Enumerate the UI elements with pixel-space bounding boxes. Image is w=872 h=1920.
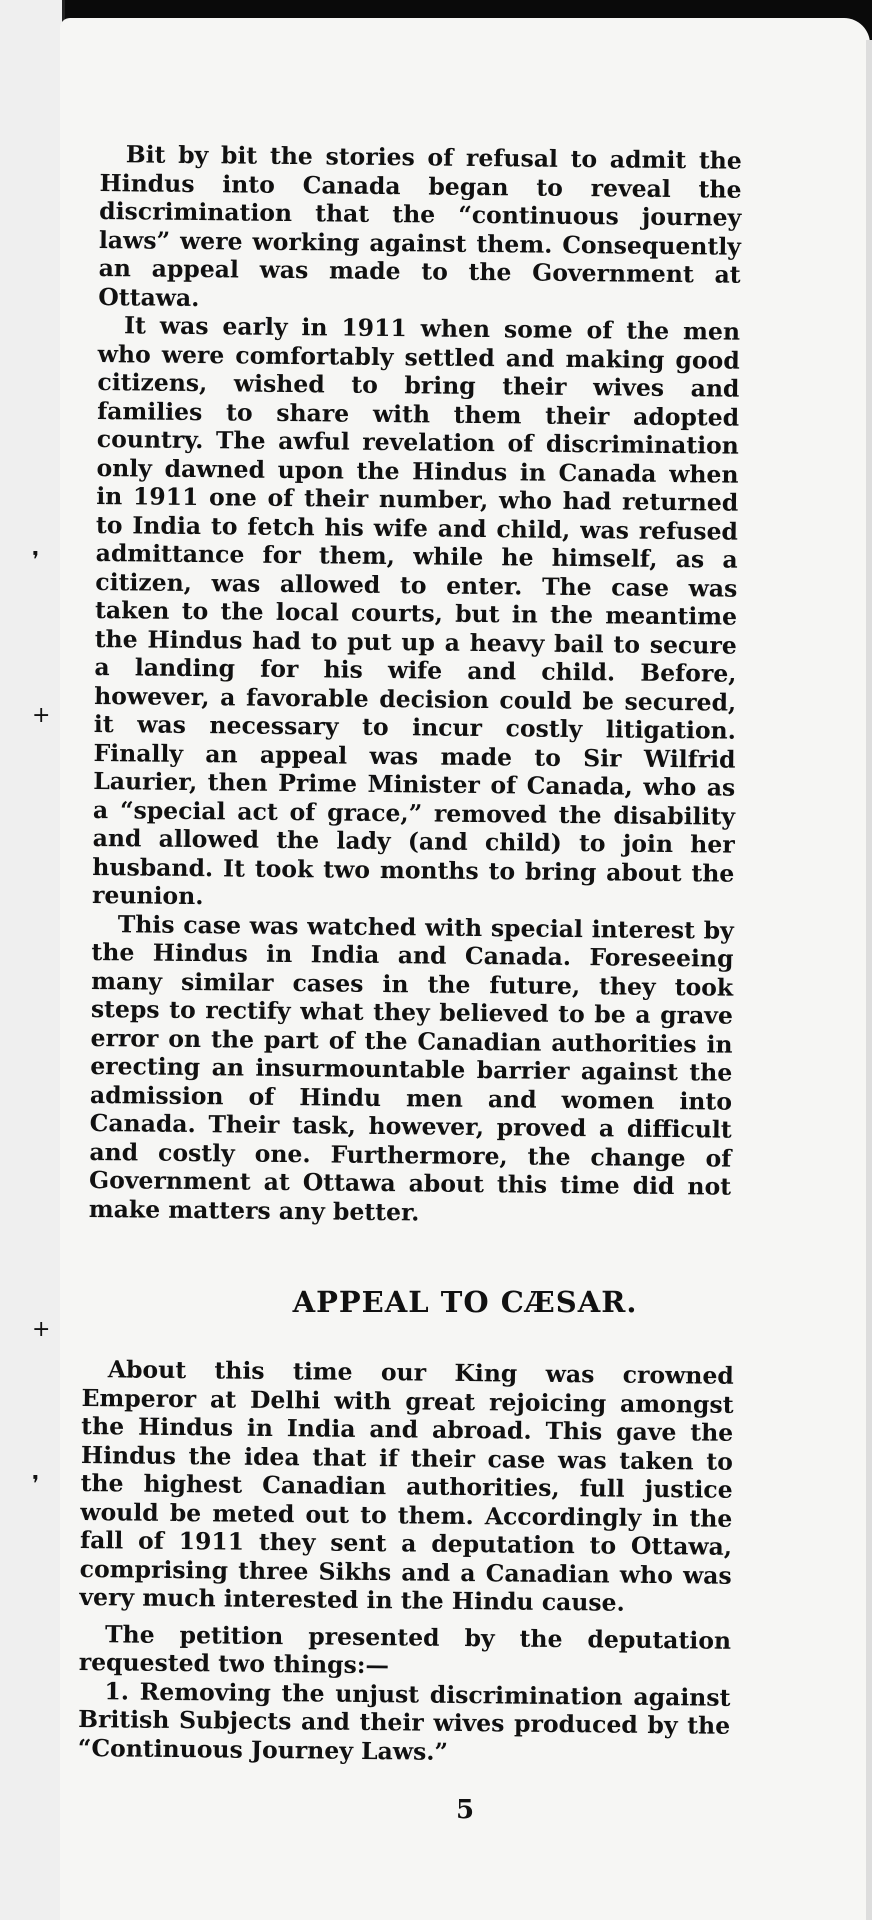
margin-mark-4: ❜ — [32, 1472, 40, 1497]
paragraph: This case was watched with special interest by the Hindus in India and Canada. Foreseeing many similar cases in the future, they took steps to rectify what they believed to be a grave error on the part of the Canadian authorities in erecting an insurmountable barrier against the admission of Hindu men and women into Canada. Their task, however, proved a difficult and costly one. Furthermore, the change of Government at Ottawa about this time did not make matters any better. — [88, 909, 734, 1226]
paragraph: It was early in 1911 when some of the men who were comfortably settled and making good citizens, wished to bring their wives and families to share with them their adopted country. The awful revelation of discrimination only dawned upon the Hindus in Canada when in 1911 one of their number, who had returned to India to fetch his wife and child, was refused admittance for them, while he himself, as a citizen, was allowed to enter. The case was taken to the local courts, but in the meantime the Hindus had to put up a heavy bail to secure a landing for his wife and child. Before, however, a favorable decision could be secured, it was necessary to incur costly litigation. Finally an appeal was made to Sir Wilfrid Laurier, then Prime Minister of Canada, who as a “special act of grace,” removed the disability and allowed the lady (and child) to join her husband. It took two months to bring about the reunion. — [91, 311, 741, 911]
page-edge-shadow — [866, 40, 872, 1920]
body-text-lower — [78, 1355, 734, 1769]
paragraph: Bit by bit the stories of refusal to admit the Hindus into Canada began to reveal the discrimination that the “continuous journey laws” were working against them. Consequently an appeal was made to the Government at Ottawa. — [98, 140, 742, 312]
body-text-upper — [89, 140, 742, 1230]
section-heading: APPEAL TO CÆSAR. — [292, 1285, 638, 1319]
paragraph: The petition presented by the deputation requested two things:— — [78, 1619, 732, 1680]
margin-mark-2: + — [32, 703, 51, 728]
paragraph: About this time our King was crowned Emperor at Delhi with great rejoicing amongst the Hindus in India and abroad. This gave the Hindus the idea that if their case was taken to the highest Canadian authorities, full justice would be meted out to them. Accordingly in the fall of 1911 they sent a deputation to Ottawa, comprising three Sikhs and a Canadian who was very much interested in the Hindu cause. — [79, 1355, 734, 1617]
margin-mark-1: ❜ — [32, 548, 40, 573]
paragraph: 1. Removing the unjust discrimination against British Subjects and their wives produced by the “Continuous Journey Laws.” — [77, 1676, 731, 1766]
page-number: 5 — [455, 1795, 475, 1825]
left-page-edge — [0, 0, 65, 1920]
margin-mark-3: + — [32, 1317, 51, 1342]
